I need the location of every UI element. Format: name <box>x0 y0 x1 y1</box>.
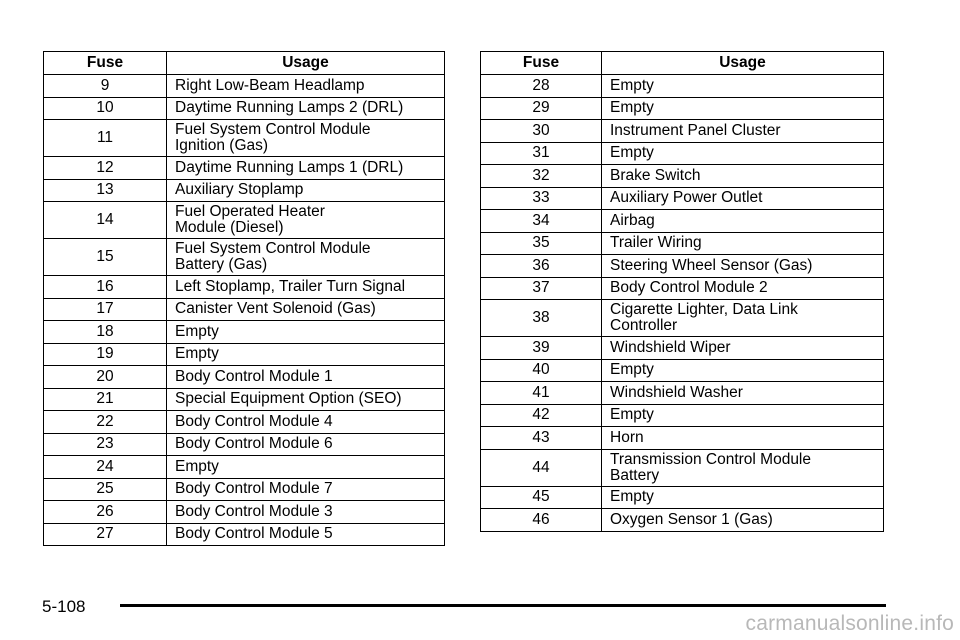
fuse-number: 35 <box>481 232 602 255</box>
fuse-usage: Trailer Wiring <box>602 232 884 255</box>
fuse-usage: Fuel Operated Heater Module (Diesel) <box>167 202 445 239</box>
table-row <box>44 97 445 120</box>
fuse-number: 41 <box>481 382 602 405</box>
table-row <box>481 97 884 120</box>
fuse-usage: Daytime Running Lamps 2 (DRL) <box>167 97 445 120</box>
column-header-fuse: Fuse <box>481 52 602 75</box>
fuse-usage: Empty <box>602 97 884 120</box>
fuse-usage: Empty <box>167 456 445 479</box>
table-row <box>44 411 445 434</box>
fuse-usage: Windshield Washer <box>602 382 884 405</box>
fuse-usage: Empty <box>602 142 884 165</box>
table-row <box>44 388 445 411</box>
fuse-number: 39 <box>481 337 602 360</box>
table-row <box>481 300 884 337</box>
fuse-number: 14 <box>44 202 167 239</box>
fuse-usage: Windshield Wiper <box>602 337 884 360</box>
fuse-usage: Right Low-Beam Headlamp <box>167 75 445 98</box>
fuse-usage: Special Equipment Option (SEO) <box>167 388 445 411</box>
fuse-table-right <box>480 51 884 532</box>
table-row <box>481 427 884 450</box>
fuse-usage: Body Control Module 5 <box>167 523 445 546</box>
fuse-number: 11 <box>44 120 167 157</box>
fuse-usage: Empty <box>602 359 884 382</box>
fuse-number: 25 <box>44 478 167 501</box>
fuse-number: 44 <box>481 449 602 486</box>
fuse-usage: Body Control Module 2 <box>602 277 884 300</box>
fuse-usage: Instrument Panel Cluster <box>602 120 884 143</box>
fuse-usage: Horn <box>602 427 884 450</box>
fuse-usage: Empty <box>602 486 884 509</box>
table-row <box>481 142 884 165</box>
fuse-usage: Empty <box>602 75 884 98</box>
table-row <box>44 75 445 98</box>
table-row <box>44 298 445 321</box>
fuse-usage: Body Control Module 7 <box>167 478 445 501</box>
fuse-number: 28 <box>481 75 602 98</box>
fuse-usage: Brake Switch <box>602 165 884 188</box>
fuse-number: 29 <box>481 97 602 120</box>
fuse-usage: Left Stoplamp, Trailer Turn Signal <box>167 276 445 299</box>
fuse-usage: Fuel System Control Module Battery (Gas) <box>167 239 445 276</box>
fuse-number: 38 <box>481 300 602 337</box>
fuse-number: 45 <box>481 486 602 509</box>
column-header-fuse: Fuse <box>44 52 167 75</box>
table-row <box>44 523 445 546</box>
fuse-usage: Fuel System Control Module Ignition (Gas) <box>167 120 445 157</box>
fuse-usage: Auxiliary Stoplamp <box>167 179 445 202</box>
table-row <box>481 255 884 278</box>
fuse-number: 16 <box>44 276 167 299</box>
table-row <box>44 366 445 389</box>
fuse-number: 15 <box>44 239 167 276</box>
table-row <box>481 277 884 300</box>
table-row <box>481 165 884 188</box>
fuse-number: 37 <box>481 277 602 300</box>
fuse-usage: Canister Vent Solenoid (Gas) <box>167 298 445 321</box>
table-row <box>44 202 445 239</box>
table-row <box>44 456 445 479</box>
table-row <box>481 486 884 509</box>
fuse-number: 36 <box>481 255 602 278</box>
fuse-number: 10 <box>44 97 167 120</box>
fuse-usage: Steering Wheel Sensor (Gas) <box>602 255 884 278</box>
table-row <box>481 404 884 427</box>
table-row <box>44 501 445 524</box>
page-number: 5-108 <box>42 597 86 616</box>
table-row <box>481 210 884 233</box>
table-row <box>481 449 884 486</box>
fuse-usage: Empty <box>602 404 884 427</box>
table-row <box>44 276 445 299</box>
fuse-number: 23 <box>44 433 167 456</box>
fuse-usage: Airbag <box>602 210 884 233</box>
fuse-number: 24 <box>44 456 167 479</box>
fuse-usage: Body Control Module 4 <box>167 411 445 434</box>
fuse-usage: Oxygen Sensor 1 (Gas) <box>602 509 884 532</box>
fuse-number: 12 <box>44 157 167 180</box>
fuse-number: 19 <box>44 343 167 366</box>
fuse-table-body <box>44 75 445 546</box>
fuse-number: 34 <box>481 210 602 233</box>
fuse-number: 27 <box>44 523 167 546</box>
fuse-usage: Body Control Module 6 <box>167 433 445 456</box>
fuse-number: 32 <box>481 165 602 188</box>
fuse-number: 43 <box>481 427 602 450</box>
table-row <box>481 509 884 532</box>
fuse-number: 9 <box>44 75 167 98</box>
table-row <box>481 75 884 98</box>
fuse-table-body <box>481 75 884 532</box>
footer-rule <box>120 604 886 607</box>
table-row <box>481 187 884 210</box>
fuse-number: 13 <box>44 179 167 202</box>
column-header-usage: Usage <box>602 52 884 75</box>
fuse-usage: Body Control Module 3 <box>167 501 445 524</box>
table-row <box>481 232 884 255</box>
fuse-number: 40 <box>481 359 602 382</box>
fuse-number: 22 <box>44 411 167 434</box>
column-header-usage: Usage <box>167 52 445 75</box>
fuse-number: 30 <box>481 120 602 143</box>
fuse-number: 33 <box>481 187 602 210</box>
fuse-usage: Empty <box>167 321 445 344</box>
fuse-usage: Cigarette Lighter, Data Link Controller <box>602 300 884 337</box>
fuse-number: 17 <box>44 298 167 321</box>
table-row <box>44 433 445 456</box>
table-row <box>44 157 445 180</box>
fuse-usage: Empty <box>167 343 445 366</box>
fuse-number: 31 <box>481 142 602 165</box>
table-row <box>44 239 445 276</box>
table-row <box>44 120 445 157</box>
fuse-number: 26 <box>44 501 167 524</box>
fuse-table-left <box>43 51 445 546</box>
fuse-usage: Daytime Running Lamps 1 (DRL) <box>167 157 445 180</box>
fuse-number: 18 <box>44 321 167 344</box>
fuse-number: 21 <box>44 388 167 411</box>
table-row <box>44 321 445 344</box>
fuse-number: 42 <box>481 404 602 427</box>
table-row <box>481 382 884 405</box>
fuse-usage: Body Control Module 1 <box>167 366 445 389</box>
watermark: carmanualsonline.info <box>745 612 954 635</box>
fuse-number: 46 <box>481 509 602 532</box>
fuse-number: 20 <box>44 366 167 389</box>
table-row <box>481 359 884 382</box>
table-row <box>44 179 445 202</box>
table-row <box>481 337 884 360</box>
fuse-usage: Auxiliary Power Outlet <box>602 187 884 210</box>
table-row <box>44 478 445 501</box>
table-row <box>481 120 884 143</box>
table-row <box>44 343 445 366</box>
fuse-usage: Transmission Control Module Battery <box>602 449 884 486</box>
